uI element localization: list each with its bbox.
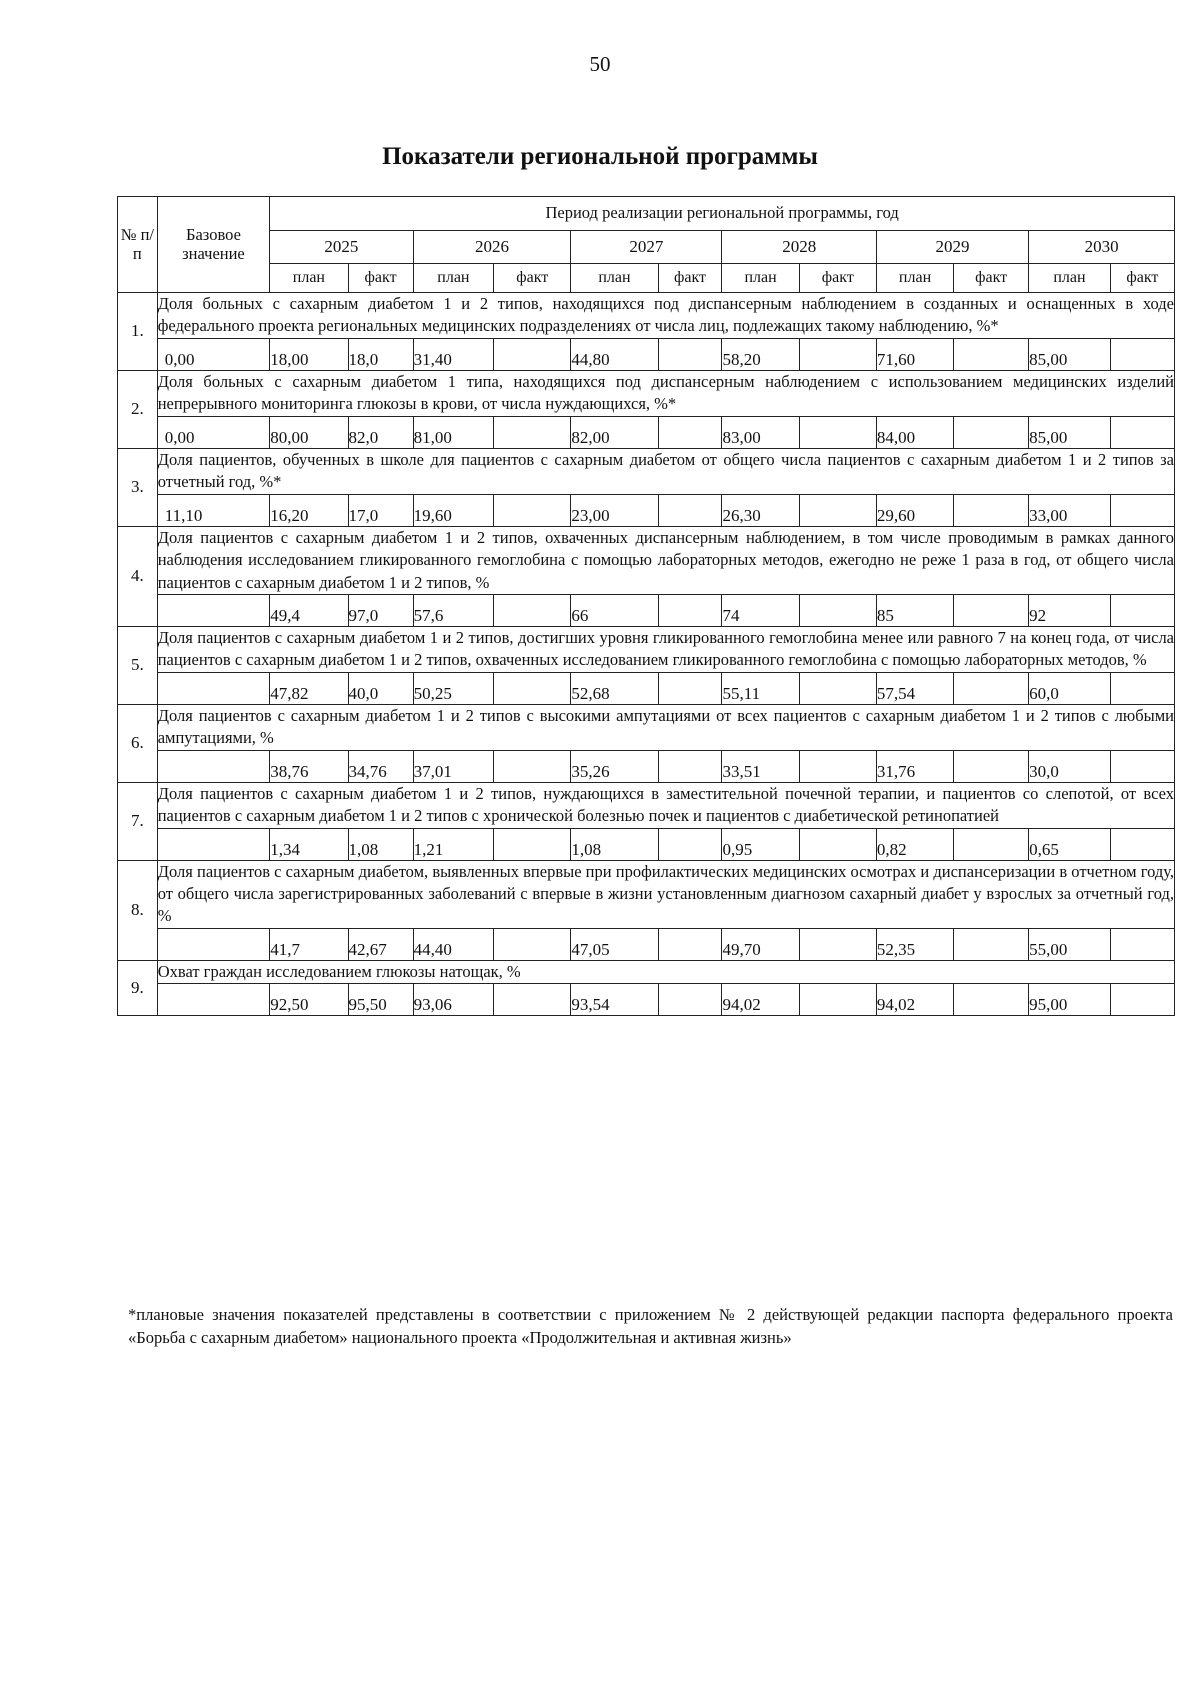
indicator-row xyxy=(118,626,1175,672)
plan-value-cell: 1,08 xyxy=(571,828,658,860)
fact-value-cell xyxy=(1110,828,1174,860)
indicator-number: 5. xyxy=(118,626,158,704)
plan-value-cell: 30,0 xyxy=(1029,750,1111,782)
plan-value-cell: 31,76 xyxy=(876,750,953,782)
indicator-values-row xyxy=(118,672,1175,704)
header-fact: факт xyxy=(494,264,571,293)
plan-value-cell: 31,40 xyxy=(413,338,494,370)
indicator-row xyxy=(118,293,1175,339)
plan-value-cell: 52,68 xyxy=(571,672,658,704)
plan-value-cell: 0,95 xyxy=(722,828,799,860)
plan-value-cell: 92,50 xyxy=(270,984,348,1016)
fact-value-cell xyxy=(799,416,876,448)
fact-value-cell: 34,76 xyxy=(348,750,413,782)
plan-value-cell: 52,35 xyxy=(876,928,953,960)
indicator-row xyxy=(118,782,1175,828)
fact-value-cell xyxy=(954,338,1029,370)
fact-value-cell xyxy=(1110,672,1174,704)
header-plan: план xyxy=(571,264,658,293)
header-fact: факт xyxy=(348,264,413,293)
fact-value-cell: 18,0 xyxy=(348,338,413,370)
plan-value-cell: 44,40 xyxy=(413,928,494,960)
header-year: 2029 xyxy=(876,231,1028,264)
indicator-row xyxy=(118,526,1175,594)
fact-value-cell xyxy=(494,338,571,370)
fact-value-cell: 97,0 xyxy=(348,594,413,626)
footnote: *плановые значения показателей представлены в соответствии с приложением № 2 действующей редакции паспорта федерального проекта «Борьба с сахарным диабетом» национального проекта «Продолжительная и активная жизнь» xyxy=(128,1305,1173,1348)
fact-value-cell xyxy=(954,828,1029,860)
indicator-values-row xyxy=(118,984,1175,1016)
indicators-table xyxy=(117,196,1175,1016)
header-fact: факт xyxy=(1110,264,1174,293)
fact-value-cell xyxy=(954,494,1029,526)
plan-value-cell: 49,4 xyxy=(270,594,348,626)
fact-value-cell xyxy=(658,494,722,526)
indicator-description: Доля пациентов с сахарным диабетом 1 и 2 типов с высокими ампутациями от всех пациентов с сахарным диабетом 1 и 2 типов с любыми ампутациями, % xyxy=(157,704,1174,750)
fact-value-cell xyxy=(954,672,1029,704)
plan-value-cell: 35,26 xyxy=(571,750,658,782)
indicator-description: Доля пациентов, обученных в школе для пациентов с сахарным диабетом от общего числа пациентов с сахарным диабетом 1 и 2 типов за отчетный год, %* xyxy=(157,448,1174,494)
header-base: Базовое значение xyxy=(157,197,270,293)
plan-value-cell: 93,06 xyxy=(413,984,494,1016)
indicator-values-row xyxy=(118,928,1175,960)
indicator-description: Доля пациентов с сахарным диабетом 1 и 2 типов, нуждающихся в заместительной почечной терапии, и пациентов со слепотой, от всех пациентов с сахарным диабетом 1 и 2 типов с хронической болезнью почек и пациентов с диабетической ретинопатией xyxy=(157,782,1174,828)
base-value-cell xyxy=(157,828,270,860)
fact-value-cell xyxy=(658,416,722,448)
fact-value-cell xyxy=(658,672,722,704)
page-number: 50 xyxy=(589,52,611,76)
fact-value-cell xyxy=(494,928,571,960)
fact-value-cell xyxy=(494,750,571,782)
header-no: № п/п xyxy=(118,197,158,293)
plan-value-cell: 29,60 xyxy=(876,494,953,526)
plan-value-cell: 83,00 xyxy=(722,416,799,448)
fact-value-cell xyxy=(799,672,876,704)
plan-value-cell: 57,6 xyxy=(413,594,494,626)
fact-value-cell xyxy=(799,494,876,526)
indicator-number: 7. xyxy=(118,782,158,860)
plan-value-cell: 93,54 xyxy=(571,984,658,1016)
plan-value-cell: 55,00 xyxy=(1029,928,1111,960)
fact-value-cell: 40,0 xyxy=(348,672,413,704)
plan-value-cell: 33,00 xyxy=(1029,494,1111,526)
header-year: 2025 xyxy=(270,231,413,264)
fact-value-cell xyxy=(1110,416,1174,448)
header-period: Период реализации региональной программы, год xyxy=(270,197,1175,231)
fact-value-cell xyxy=(658,750,722,782)
indicator-description: Охват граждан исследованием глюкозы натощак, % xyxy=(157,960,1174,983)
fact-value-cell xyxy=(799,828,876,860)
fact-value-cell xyxy=(1110,338,1174,370)
indicator-values-row xyxy=(118,594,1175,626)
plan-value-cell: 47,82 xyxy=(270,672,348,704)
fact-value-cell: 95,50 xyxy=(348,984,413,1016)
fact-value-cell xyxy=(658,594,722,626)
indicator-number: 3. xyxy=(118,448,158,526)
fact-value-cell xyxy=(799,928,876,960)
plan-value-cell: 49,70 xyxy=(722,928,799,960)
header-plan: план xyxy=(1029,264,1111,293)
fact-value-cell: 1,08 xyxy=(348,828,413,860)
indicator-description: Доля пациентов с сахарным диабетом 1 и 2 типов, охваченных диспансерным наблюдением, в том числе проводимым в рамках данного наблюдения исследованием гликированного гемоглобина с помощью лабораторных методов, ежегодно не реже 1 раза в год, от общего числа пациентов с сахарным диабетом 1 и 2 типов, % xyxy=(157,526,1174,594)
fact-value-cell xyxy=(799,594,876,626)
plan-value-cell: 44,80 xyxy=(571,338,658,370)
fact-value-cell xyxy=(1110,494,1174,526)
fact-value-cell xyxy=(954,984,1029,1016)
indicator-values-row xyxy=(118,494,1175,526)
indicator-values-row xyxy=(118,828,1175,860)
indicator-number: 4. xyxy=(118,526,158,626)
indicator-description: Доля пациентов с сахарным диабетом, выявленных впервые при профилактических медицинских осмотрах и диспансеризации в отчетном году, от общего числа зарегистрированных заболеваний с впервые в жизни установленным диагнозом сахарный диабет у взрослых за отчетный год, % xyxy=(157,860,1174,928)
plan-value-cell: 33,51 xyxy=(722,750,799,782)
header-plan: план xyxy=(722,264,799,293)
plan-value-cell: 74 xyxy=(722,594,799,626)
plan-value-cell: 1,34 xyxy=(270,828,348,860)
plan-value-cell: 0,65 xyxy=(1029,828,1111,860)
fact-value-cell xyxy=(494,672,571,704)
base-value-cell xyxy=(157,928,270,960)
fact-value-cell xyxy=(658,828,722,860)
plan-value-cell: 66 xyxy=(571,594,658,626)
header-year: 2030 xyxy=(1029,231,1175,264)
base-value-cell xyxy=(157,672,270,704)
plan-value-cell: 94,02 xyxy=(722,984,799,1016)
plan-value-cell: 95,00 xyxy=(1029,984,1111,1016)
indicator-number: 2. xyxy=(118,370,158,448)
fact-value-cell xyxy=(954,928,1029,960)
plan-value-cell: 19,60 xyxy=(413,494,494,526)
fact-value-cell xyxy=(494,494,571,526)
header-year: 2027 xyxy=(571,231,722,264)
indicator-description: Доля больных с сахарным диабетом 1 и 2 типов, находящихся под диспансерным наблюдением в созданных и оснащенных в ходе федерального проекта региональных медицинских подразделениях от числа лиц, подлежащих такому наблюдению, %* xyxy=(157,293,1174,339)
indicator-number: 1. xyxy=(118,293,158,371)
plan-value-cell: 47,05 xyxy=(571,928,658,960)
plan-value-cell: 50,25 xyxy=(413,672,494,704)
fact-value-cell xyxy=(799,984,876,1016)
fact-value-cell xyxy=(799,750,876,782)
plan-value-cell: 55,11 xyxy=(722,672,799,704)
plan-value-cell: 82,00 xyxy=(571,416,658,448)
fact-value-cell xyxy=(494,594,571,626)
fact-value-cell xyxy=(1110,750,1174,782)
indicator-values-row xyxy=(118,416,1175,448)
fact-value-cell xyxy=(954,750,1029,782)
base-value-cell: 11,10 xyxy=(157,494,270,526)
indicator-description: Доля больных с сахарным диабетом 1 типа, находящихся под диспансерным наблюдением с использованием медицинских изделий непрерывного мониторинга глюкозы в крови, от числа нуждающихся, %* xyxy=(157,370,1174,416)
plan-value-cell: 38,76 xyxy=(270,750,348,782)
plan-value-cell: 26,30 xyxy=(722,494,799,526)
plan-value-cell: 85,00 xyxy=(1029,338,1111,370)
header-fact: факт xyxy=(954,264,1029,293)
base-value-cell xyxy=(157,984,270,1016)
indicator-row xyxy=(118,704,1175,750)
plan-value-cell: 85 xyxy=(876,594,953,626)
header-year: 2026 xyxy=(413,231,571,264)
plan-value-cell: 23,00 xyxy=(571,494,658,526)
plan-value-cell: 80,00 xyxy=(270,416,348,448)
fact-value-cell xyxy=(799,338,876,370)
fact-value-cell xyxy=(658,928,722,960)
fact-value-cell: 17,0 xyxy=(348,494,413,526)
fact-value-cell xyxy=(1110,594,1174,626)
indicator-number: 6. xyxy=(118,704,158,782)
fact-value-cell xyxy=(1110,984,1174,1016)
plan-value-cell: 94,02 xyxy=(876,984,953,1016)
base-value-cell: 0,00 xyxy=(157,416,270,448)
indicator-number: 8. xyxy=(118,860,158,960)
header-plan: план xyxy=(270,264,348,293)
plan-value-cell: 57,54 xyxy=(876,672,953,704)
fact-value-cell xyxy=(1110,928,1174,960)
fact-value-cell: 82,0 xyxy=(348,416,413,448)
fact-value-cell: 42,67 xyxy=(348,928,413,960)
plan-value-cell: 16,20 xyxy=(270,494,348,526)
indicator-row xyxy=(118,448,1175,494)
base-value-cell xyxy=(157,594,270,626)
plan-value-cell: 58,20 xyxy=(722,338,799,370)
plan-value-cell: 84,00 xyxy=(876,416,953,448)
indicator-row xyxy=(118,960,1175,983)
fact-value-cell xyxy=(954,594,1029,626)
plan-value-cell: 60,0 xyxy=(1029,672,1111,704)
plan-value-cell: 81,00 xyxy=(413,416,494,448)
fact-value-cell xyxy=(658,984,722,1016)
header-plan: план xyxy=(413,264,494,293)
header-year: 2028 xyxy=(722,231,876,264)
plan-value-cell: 85,00 xyxy=(1029,416,1111,448)
indicator-number: 9. xyxy=(118,960,158,1015)
header-plan: план xyxy=(876,264,953,293)
plan-value-cell: 0,82 xyxy=(876,828,953,860)
fact-value-cell xyxy=(658,338,722,370)
indicator-row xyxy=(118,370,1175,416)
fact-value-cell xyxy=(494,984,571,1016)
indicator-description: Доля пациентов с сахарным диабетом 1 и 2 типов, достигших уровня гликированного гемоглобина менее или равного 7 на конец года, от числа пациентов с сахарным диабетом 1 и 2 типов, охваченных исследованием гликированного гемоглобина с помощью лабораторных методов, % xyxy=(157,626,1174,672)
indicator-values-row xyxy=(118,338,1175,370)
base-value-cell xyxy=(157,750,270,782)
plan-value-cell: 92 xyxy=(1029,594,1111,626)
plan-value-cell: 18,00 xyxy=(270,338,348,370)
fact-value-cell xyxy=(954,416,1029,448)
indicator-values-row xyxy=(118,750,1175,782)
plan-value-cell: 71,60 xyxy=(876,338,953,370)
header-fact: факт xyxy=(658,264,722,293)
indicator-row xyxy=(118,860,1175,928)
plan-value-cell: 1,21 xyxy=(413,828,494,860)
fact-value-cell xyxy=(494,828,571,860)
plan-value-cell: 37,01 xyxy=(413,750,494,782)
plan-value-cell: 41,7 xyxy=(270,928,348,960)
header-fact: факт xyxy=(799,264,876,293)
base-value-cell: 0,00 xyxy=(157,338,270,370)
fact-value-cell xyxy=(494,416,571,448)
page-title: Показатели региональной программы xyxy=(382,143,818,170)
